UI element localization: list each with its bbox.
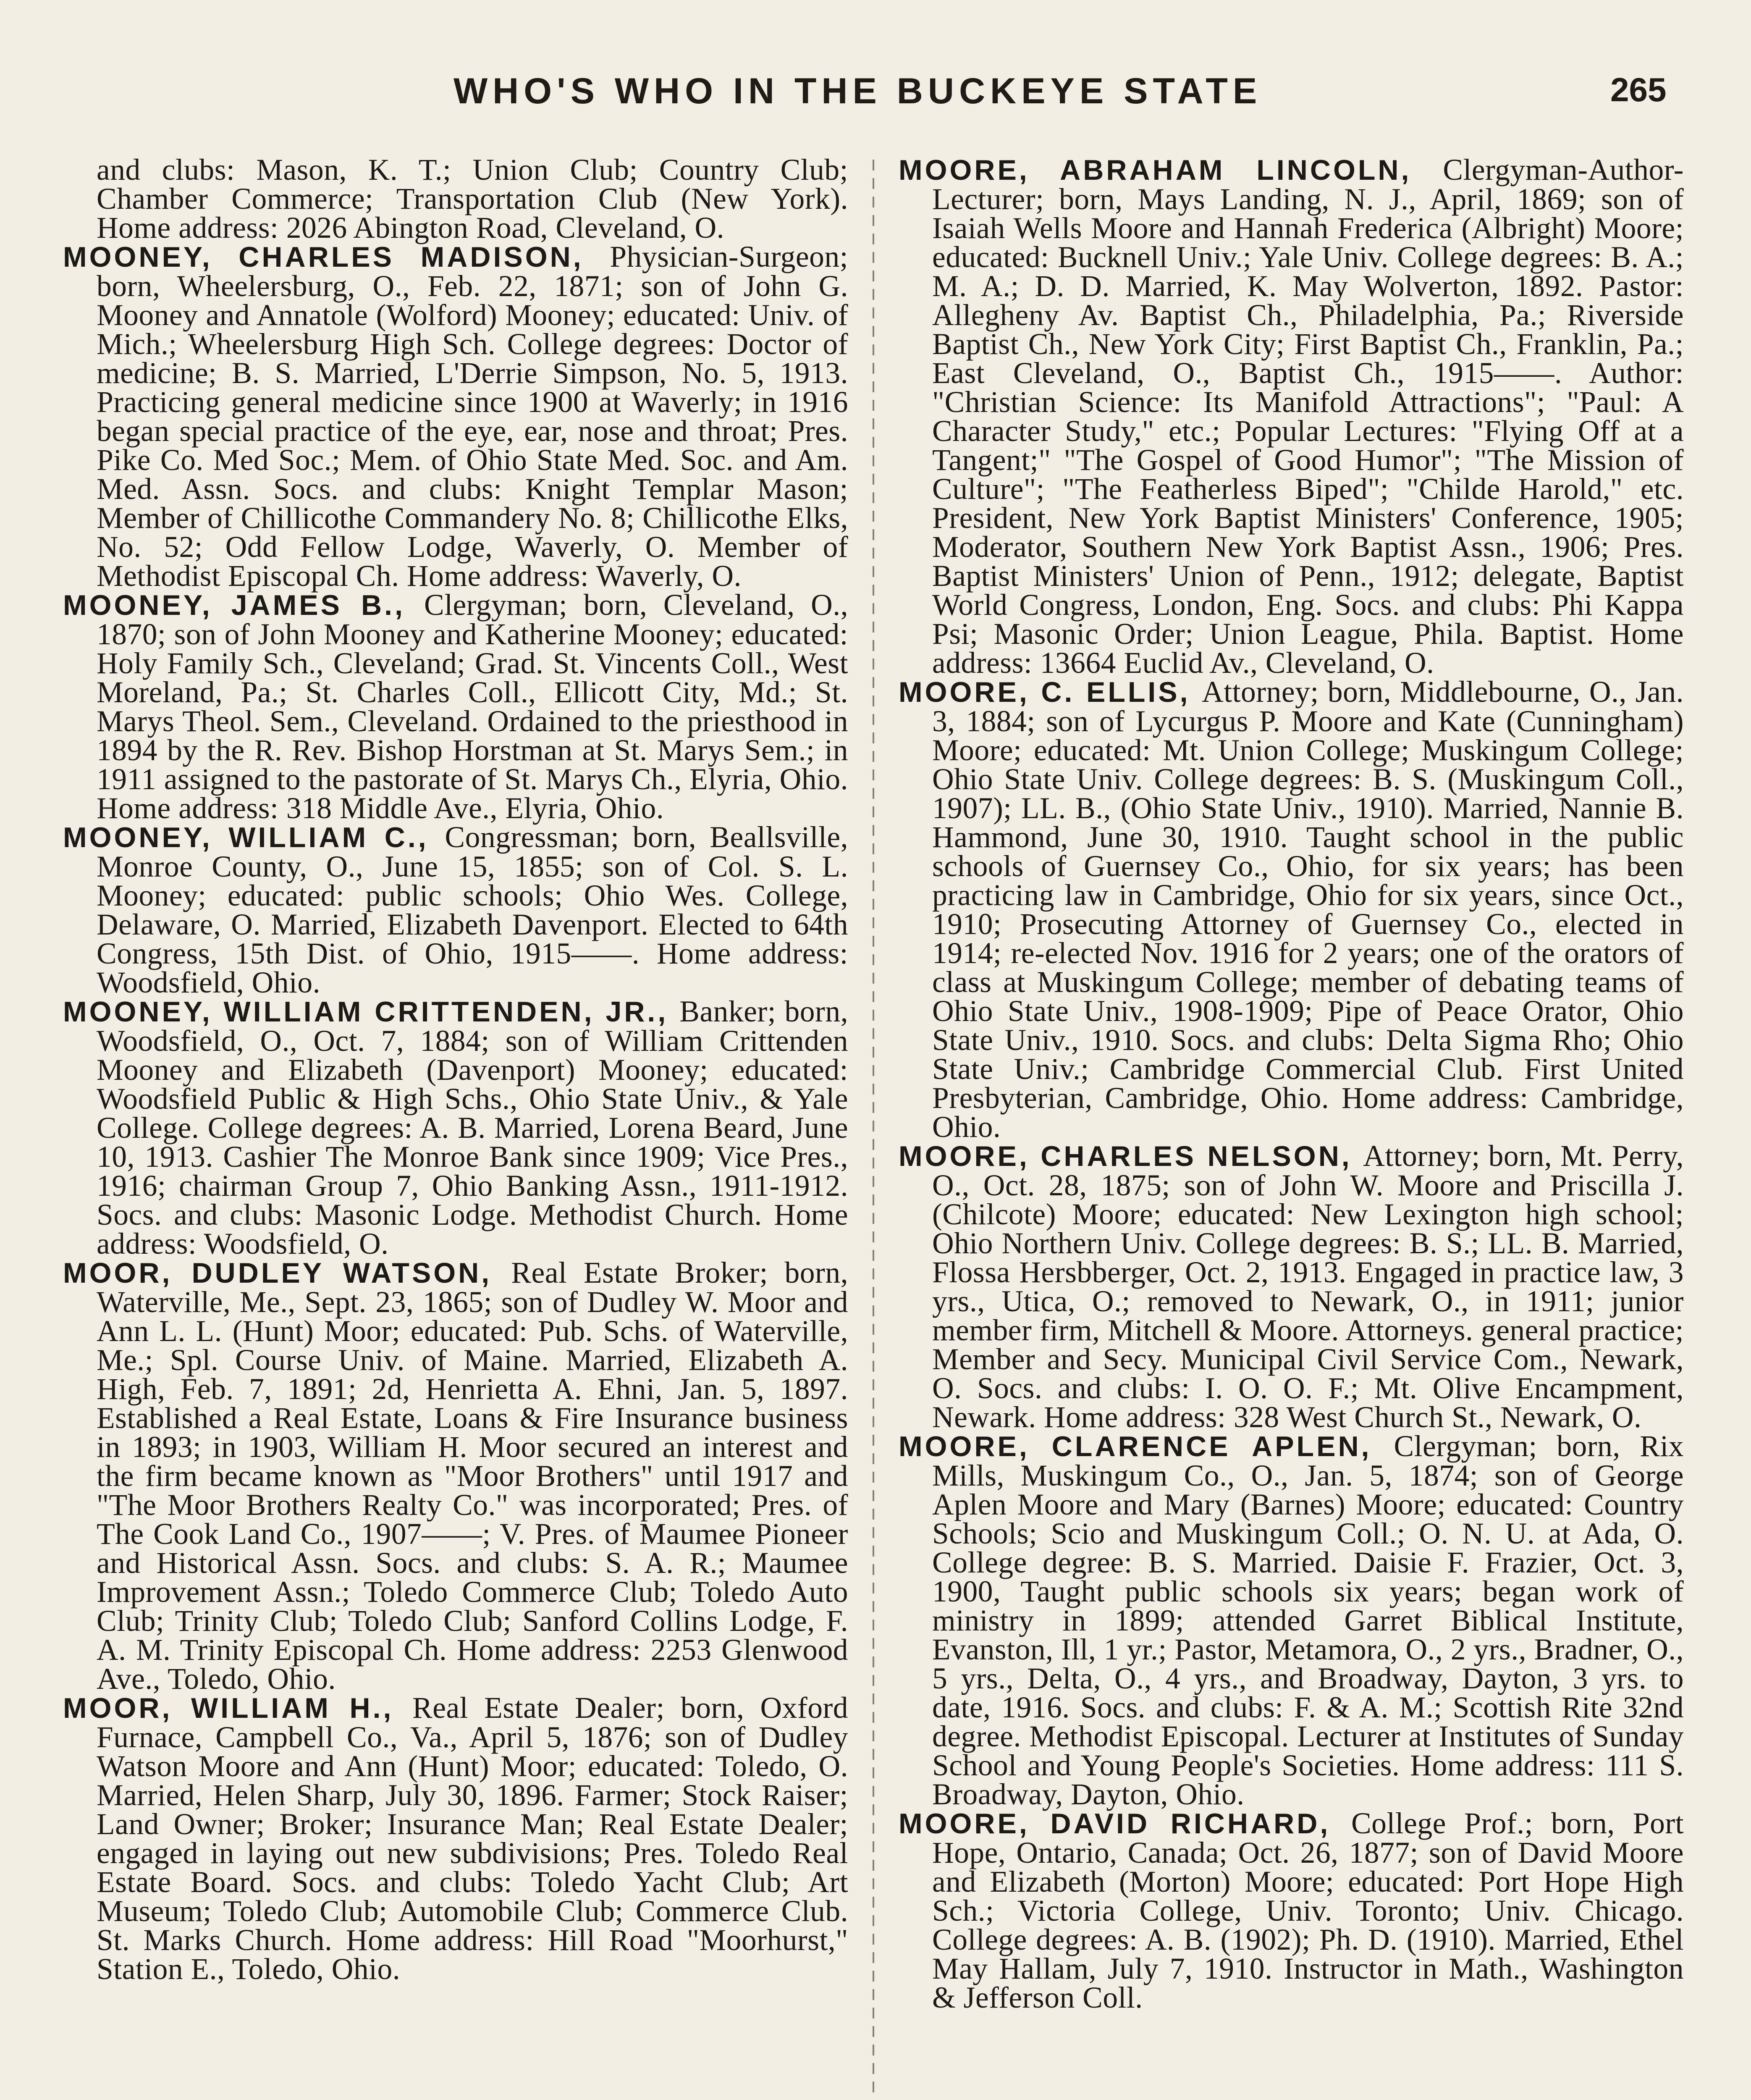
- entry-text: Real Estate Dealer; born, Oxford Furnace, Campbell Co., Va., April 5, 1876; son of Dudley Watson Moore and Ann (Hunt) Moor; educated: Toledo, O. Married, Helen Sharp, July 30, 1896. Farmer; Stock Raiser; Land Owner; Broker; Insurance Man; Real Estate Dealer; engaged in laying out new subdivisions; Pres. Toledo Real Estate Board. Socs. and clubs: Toledo Yacht Club; Art Museum; Toledo Club; Automobile Club; Commerce Club. St. Marks Church. Home address: Hill Road "Moorhurst," Station E., Toledo, Ohio.: [97, 1691, 848, 1986]
- entry-text: Physician-Surgeon; born, Wheelersburg, O., Feb. 22, 1871; son of John G. Mooney and Annatole (Wolford) Mooney; educated: Univ. of Mich.; Wheelersburg High Sch. College degrees: Doctor of medicine; B. S. Married, L'Derrie Simpson, No. 5, 1913. Practicing general medicine since 1900 at Waverly; in 1916 began special practice of the eye, ear, nose and throat; Pres. Pike Co. Med Soc.; Mem. of Ohio State Med. Soc. and Am. Med. Assn. Socs. and clubs: Knight Templar Mason; Member of Chillicothe Commandery No. 8; Chillicothe Elks, No. 52; Odd Fellow Lodge, Waverly, O. Member of Methodist Episcopal Ch. Home address: Waverly, O.: [97, 240, 848, 593]
- entry-text: Attorney; born, Middlebourne, O., Jan. 3, 1884; son of Lycurgus P. Moore and Kate (Cunningham) Moore; educated: Mt. Union College; Muskingum College; Ohio State Univ. College degrees: B. S. (Muskingum Coll., 1907); LL. B., (Ohio State Univ., 1910). Married, Nannie B. Hammond, June 30, 1910. Taught school in the public schools of Guernsey Co., Ohio, for six years; has been practicing law in Cambridge, Ohio for six years, since Oct., 1910; Prosecuting Attorney of Guernsey Co., elected in 1914; re-elected Nov. 1916 for 2 years; one of the orators of class at Muskingum College; member of debating teams of Ohio State Univ., 1908-1909; Pipe of Peace Orator, Ohio State Univ., 1910. Socs. and clubs: Delta Sigma Rho; Ohio State Univ.; Cambridge Commercial Club. First United Presbyterian, Cambridge, Ohio. Home address: Cambridge, Ohio.: [932, 675, 1684, 1144]
- entry-text: Real Estate Broker; born, Waterville, Me., Sept. 23, 1865; son of Dudley W. Moor and Ann L. L. (Hunt) Moor; educated: Pub. Schs. of Waterville, Me.; Spl. Course Univ. of Maine. Married, Elizabeth A. High, Feb. 7, 1891; 2d, Henrietta A. Ehni, Jan. 5, 1897. Established a Real Estate, Loans & Fire Insurance business in 1893; in 1903, William H. Moor secured an interest and the firm became known as "Moor Brothers" until 1917 and "The Moor Brothers Realty Co." was incorporated; Pres. of The Cook Land Co., 1907——; V. Pres. of Maumee Pioneer and Historical Assn. Socs. and clubs: S. A. R.; Maumee Improvement Assn.; Toledo Commerce Club; Toledo Auto Club; Trinity Club; Toledo Club; Sanford Collins Lodge, F. A. M. Trinity Episcopal Ch. Home address: 2253 Glenwood Ave., Toledo, Ohio.: [97, 1256, 848, 1696]
- entry-name: MOORE, CHARLES NELSON,: [899, 1140, 1363, 1172]
- entry-name: MOONEY, JAMES B.,: [63, 589, 424, 621]
- entry-text: College Prof.; born, Port Hope, Ontario, Canada; Oct. 26, 1877; son of David Moore and Elizabeth (Morton) Moore; educated: Port Hope High Sch.; Victoria College, Univ. Toronto; Univ. Chicago. College degrees: A. B. (1902); Ph. D. (1910). Married, Ethel May Hallam, July 7, 1910. Instructor in Math., Washington & Jefferson Coll.: [932, 1807, 1684, 2014]
- column-divider: [873, 160, 874, 2100]
- entry-text: Congressman; born, Beallsville, Monroe County, O., June 15, 1855; son of Col. S. L. Mooney; educated: public schools; Ohio Wes. College, Delaware, O. Married, Elizabeth Davenport. Elected to 64th Congress, 15th Dist. of Ohio, 1915——. Home address: Woodsfield, Ohio.: [97, 821, 848, 999]
- biography-entry: [899, 155, 1684, 680]
- page-number: 265: [1610, 71, 1667, 108]
- entry-name: MOORE, C. ELLIS,: [899, 676, 1202, 708]
- entry-name: MOOR, WILLIAM H.,: [63, 1692, 413, 1724]
- continuation-entry: [63, 155, 848, 242]
- biography-entry: [63, 823, 848, 997]
- entry-name: MOORE, ABRAHAM LINCOLN,: [899, 155, 1443, 186]
- biography-entry: [63, 997, 848, 1258]
- entry-name: MOORE, DAVID RICHARD,: [899, 1808, 1351, 1840]
- biography-entry: [63, 1256, 848, 1696]
- biography-entry: [63, 588, 848, 825]
- biography-entry: [899, 1809, 1684, 2012]
- running-head-title: WHO'S WHO IN THE BUCKEYE STATE: [453, 71, 1262, 111]
- biography-entry: [63, 242, 848, 591]
- biography-entry: [63, 1693, 848, 1984]
- entry-text: Attorney; born, Mt. Perry, O., Oct. 28, 1875; son of John W. Moore and Priscilla J. (Chilcote) Moore; educated: New Lexington high school; Ohio Northern Univ. College degrees: B. S.; LL. B. Married, Flossa Hersbberger, Oct. 2, 1913. Engaged in practice law, 3 yrs., Utica, O.; removed to Newark, O., in 1911; junior member firm, Mitchell & Moore. Attorneys. general practice; Member and Secy. Municipal Civil Service Com., Newark, O. Socs. and clubs: I. O. O. F.; Mt. Olive Encampment, Newark. Home address: 328 West Church St., Newark, O.: [932, 1139, 1684, 1434]
- entry-name: MOONEY, WILLIAM CRITTENDEN, JR.,: [63, 996, 680, 1028]
- entry-text: Clergyman; born, Rix Mills, Muskingum Co., O., Jan. 5, 1874; son of George Aplen Moore and Mary (Barnes) Moore; educated: Country Schools; Scio and Muskingum Coll.; O. N. U. at Ada, O. College degree: B. S. Married. Daisie F. Frazier, Oct. 3, 1900, Taught public schools six years; began work of ministry in 1899; attended Garret Biblical Institute, Evanston, Ill, 1 yr.; Pastor, Metamora, O., 2 yrs., Bradner, O., 5 yrs., Delta, O., 4 yrs., and Broadway, Dayton, 3 yrs. to date, 1916. Socs. and clubs: F. & A. M.; Scottish Rite 32nd degree. Methodist Episcopal. Lecturer at Institutes of Sunday School and Young People's Societies. Home address: 111 S. Broadway, Dayton, Ohio.: [932, 1430, 1684, 1811]
- continuation-text: and clubs: Mason, K. T.; Union Club; Country Club; Chamber Commerce; Transportation Club (New York). Home address: 2026 Abington Road, Cleveland, O.: [97, 155, 848, 244]
- entry-text: Clergyman-Author-Lecturer; born, Mays Landing, N. J., April, 1869; son of Isaiah Wells Moore and Hannah Frederica (Albright) Moore; educated: Bucknell Univ.; Yale Univ. College degrees: B. A.; M. A.; D. D. Married, K. May Wolverton, 1892. Pastor: Allegheny Av. Baptist Ch., Philadelphia, Pa.; Riverside Baptist Ch., New York City; First Baptist Ch., Franklin, Pa.; East Cleveland, O., Baptist Ch., 1915——. Author: "Christian Science: Its Manifold Attractions"; "Paul: A Character Study," etc.; Popular Lectures: "Flying Off at a Tangent;" "The Gospel of Good Humor"; "The Mission of Culture"; "The Featherless Biped"; "Childe Harold," etc. President, New York Baptist Ministers' Conference, 1905; Moderator, Southern New York Baptist Assn., 1906; Pres. Baptist Ministers' Union of Penn., 1912; delegate, Baptist World Congress, London, Eng. Socs. and clubs: Phi Kappa Psi; Masonic Order; Union League, Phila. Baptist. Home address: 13664 Euclid Av., Cleveland, O.: [932, 155, 1684, 680]
- biography-entry: [899, 1432, 1684, 1809]
- left-column: [63, 155, 848, 2100]
- entry-name: MOORE, CLARENCE APLEN,: [899, 1431, 1394, 1462]
- entry-name: MOOR, DUDLEY WATSON,: [63, 1257, 511, 1289]
- biography-entry: [899, 677, 1684, 1142]
- right-column: [899, 155, 1684, 2100]
- biography-entry: [899, 1139, 1684, 1434]
- entry-name: MOONEY, WILLIAM C.,: [63, 822, 445, 853]
- entry-text: Banker; born, Woodsfield, O., Oct. 7, 1884; son of William Crittenden Mooney and Elizabeth (Davenport) Mooney; educated: Woodsfield Public & High Schs., Ohio State Univ., & Yale College. College degrees: A. B. Married, Lorena Beard, June 10, 1913. Cashier The Monroe Bank since 1909; Vice Pres., 1916; chairman Group 7, Ohio Banking Assn., 1911-1912. Socs. and clubs: Masonic Lodge. Methodist Church. Home address: Woodsfield, O.: [97, 995, 848, 1260]
- entry-text: Clergyman; born, Cleveland, O., 1870; son of John Mooney and Katherine Mooney; educated: Holy Family Sch., Cleveland; Grad. St. Vincents Coll., West Moreland, Pa.; St. Charles Coll., Ellicott City, Md.; St. Marys Theol. Sem., Cleveland. Ordained to the priesthood in 1894 by the R. Rev. Bishop Horstman at St. Marys Sem.; in 1911 assigned to the pastorate of St. Marys Ch., Elyria, Ohio. Home address: 318 Middle Ave., Elyria, Ohio.: [97, 588, 848, 825]
- entry-name: MOONEY, CHARLES MADISON,: [63, 241, 610, 273]
